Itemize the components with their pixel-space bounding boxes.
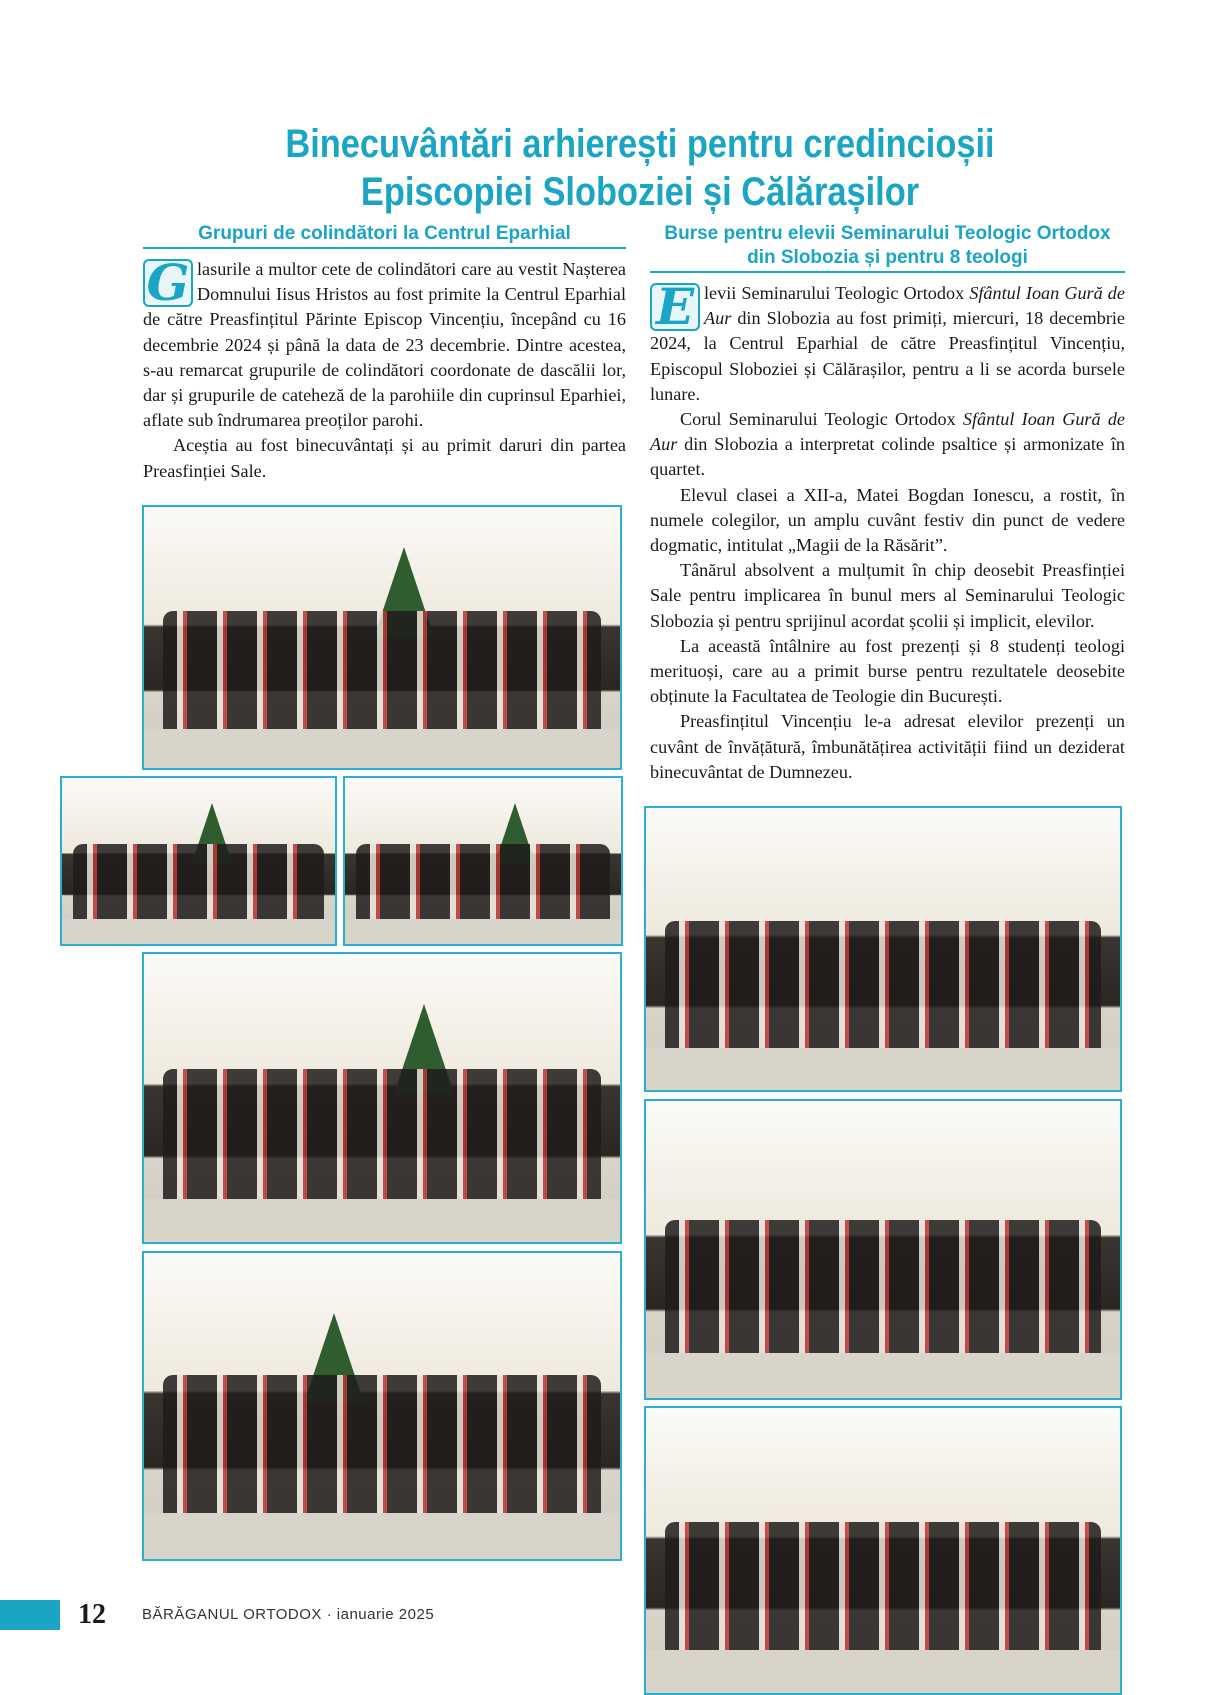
- issue-date: · ianuarie 2025: [321, 1606, 435, 1623]
- right-p1-b: din Slobozia au fost primiți, miercuri, 18 decembrie 2024, la Centrul Eparhial de către Preasfințitul Vincențiu, Episcopul Sloboziei și Călărașilor, pentru a li se acorda bursele lunare.: [650, 308, 1125, 404]
- footer-accent-bar: [0, 1600, 60, 1630]
- right-p2-italic: Sfântul Ioan Gură de Aur: [650, 409, 1125, 455]
- photo-carolers-5: [142, 1251, 622, 1561]
- right-p1-a: levii Seminarului Teologic Ortodox: [704, 283, 970, 303]
- right-p1-italic: Sfântul Ioan Gură de Aur: [704, 283, 1125, 329]
- right-heading-line-1: Burse pentru elevii Seminarului Teologic Ortodox: [664, 223, 1111, 244]
- dropcap-e: E: [650, 283, 700, 331]
- photo-carolers-4: [142, 952, 622, 1244]
- photo-seminary-group: [644, 1406, 1122, 1695]
- right-p2-a: Corul Seminarului Teologic Ortodox: [680, 409, 963, 430]
- photo-seminary-choir-2: [644, 1099, 1122, 1400]
- left-article-body: [143, 253, 626, 484]
- dropcap-g: G: [143, 259, 193, 307]
- right-article-heading: [650, 222, 1125, 273]
- right-heading-line-2: din Slobozia și pentru 8 teologi: [747, 247, 1028, 268]
- footer-publication: [142, 1606, 434, 1623]
- right-paragraph-5: La această întâlnire au fost prezenți și 8 studenți teologi merituoși, care au a primit burse pentru rezultatele deosebite obținute la Facultatea de Teologie din București.: [650, 635, 1125, 707]
- right-article-body: [650, 277, 1125, 785]
- photo-carolers-1: [142, 505, 622, 770]
- left-paragraph-2: Aceștia au fost binecuvântați și au primit daruri din partea Preasfinției Sale.: [143, 435, 626, 481]
- right-paragraph-1: [650, 277, 1125, 407]
- photo-seminary-choir-1: [644, 806, 1122, 1092]
- left-paragraph-1: [143, 253, 626, 433]
- right-p2-b: din Slobozia a interpretat colinde psaltice și armonizate în quartet.: [650, 434, 1125, 480]
- right-paragraph-3: Elevul clasei a XII-a, Matei Bogdan Ionescu, a rostit, în numele colegilor, un amplu cuvânt festiv din punct de vedere dogmatic, intitulat „Magii de la Răsărit”.: [650, 484, 1125, 556]
- right-paragraph-2: [650, 407, 1125, 483]
- title-line-2: Episcopiei Sloboziei și Călărașilor: [360, 170, 920, 214]
- page-title: [210, 120, 1070, 216]
- right-paragraph-4: Tânărul absolvent a mulțumit în chip deosebit Preasfinției Sale pentru implicarea în bunul mers al Seminarului Teologic Slobozia și pentru sprijinul acordat școlii și implicit, elevilor.: [650, 560, 1125, 631]
- left-article-heading: Grupuri de colindători la Centrul Eparhial: [143, 222, 626, 249]
- page-number: 12: [78, 1599, 106, 1630]
- title-line-1: Binecuvântări arhierești pentru credincioșii: [285, 122, 995, 166]
- left-p1-text: lasurile a multor cete de colindători care au vestit Nașterea Domnului Iisus Hristos au fost primite la Centrul Eparhial de către Preasfințitul Părinte Episcop Vincențiu, începând cu 16 decembrie 2024 și până la data de 23 decembrie. Dintre acestea, s-au remarcat grupurile de colindători coordonate de dascălii lor, dar și grupurile de cateheză de la parohiile din cuprinsul Eparhiei, aflate sub îndrumarea preoților parohi.: [143, 259, 626, 431]
- photo-carolers-3: [343, 776, 623, 946]
- photo-carolers-2: [60, 776, 337, 946]
- publication-name: BĂRĂGANUL ORTODOX: [142, 1606, 322, 1623]
- right-paragraph-6: Preasfințitul Vincențiu le-a adresat elevilor prezenți un cuvânt de învățătură, îmbunătățirea activității fiind un deziderat binecuvântat de Dumnezeu.: [650, 711, 1125, 782]
